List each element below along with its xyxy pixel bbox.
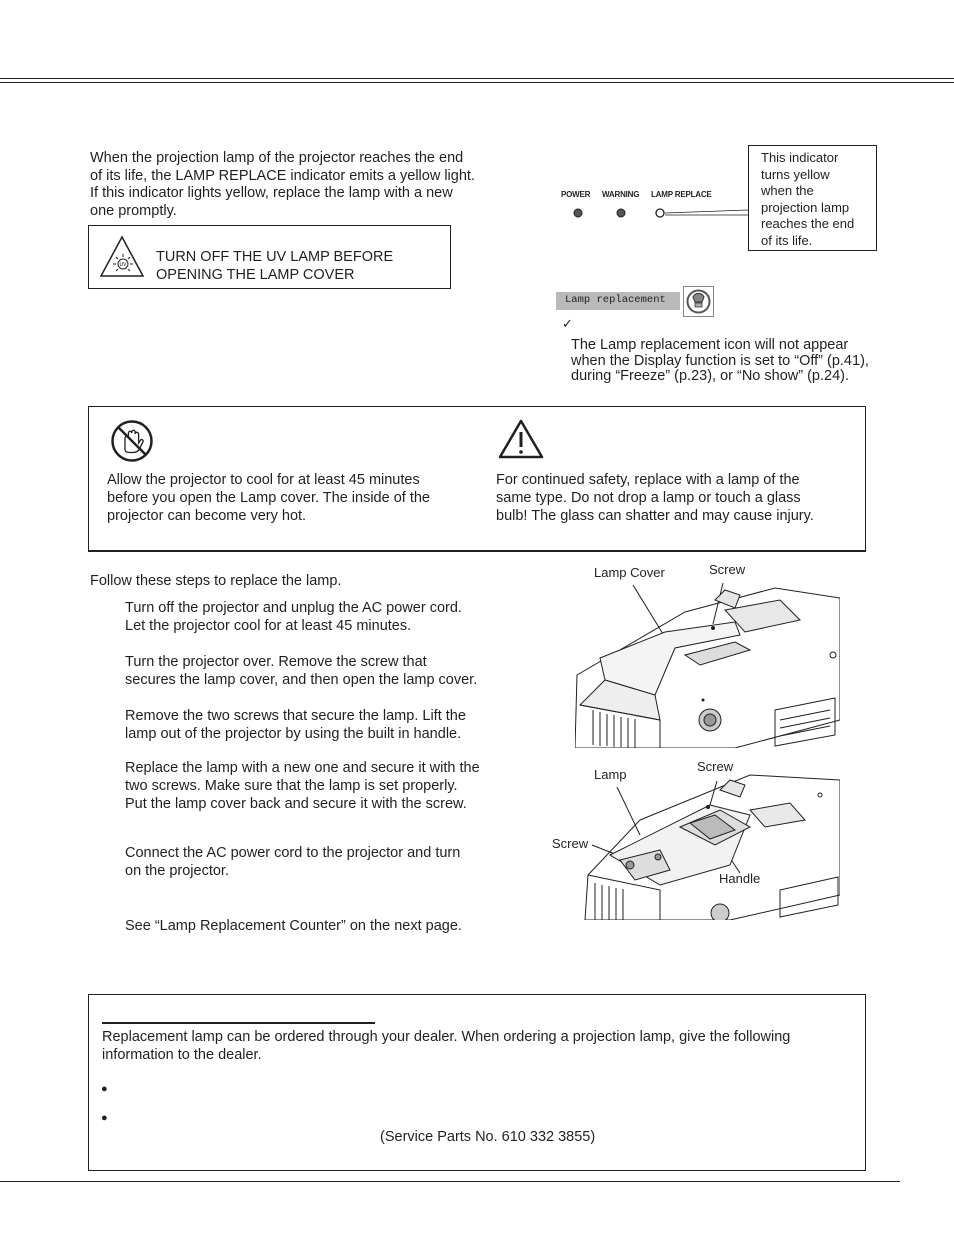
indicator-label-power: POWER bbox=[561, 190, 591, 199]
step-2: Turn the projector over. Remove the screw that secures the lamp cover, and then open the lamp cover. bbox=[125, 654, 478, 688]
do-not-touch-icon bbox=[110, 419, 154, 463]
ordering-title-rule bbox=[102, 1022, 375, 1024]
ordering-bullet-1: ● bbox=[101, 1083, 108, 1095]
caution-left-text: Allow the projector to cool for at least 45 minutes before you open the Lamp cover. The inside of the projector can become very hot. bbox=[107, 472, 430, 524]
uv-icon-label: UV bbox=[119, 262, 127, 268]
fig2-label-screw-left: Screw bbox=[552, 836, 589, 851]
lamp-replacement-bar bbox=[556, 292, 680, 310]
footer-rule bbox=[0, 1181, 900, 1182]
step-4: Replace the lamp with a new one and secure it with the two screws. Make sure that the lamp is set properly. Put the lamp cover back and secure it with the screw. bbox=[125, 760, 480, 812]
fig2-label-lamp: Lamp bbox=[594, 767, 627, 782]
header-rule-bottom bbox=[0, 82, 954, 83]
lamp-replace-led-icon bbox=[656, 209, 664, 217]
ordering-box bbox=[88, 994, 866, 1171]
service-parts-number: (Service Parts No. 610 332 3855) bbox=[380, 1129, 596, 1145]
warning-led-icon bbox=[617, 209, 625, 217]
step-6: See “Lamp Replacement Counter” on the next page. bbox=[125, 918, 462, 934]
step-5: Connect the AC power cord to the projector and turn on the projector. bbox=[125, 845, 461, 879]
indicator-callout bbox=[748, 145, 877, 251]
indicator-lights bbox=[560, 200, 760, 230]
uv-warning-icon bbox=[99, 234, 145, 280]
power-led-icon bbox=[574, 209, 582, 217]
indicator-callout-text: This indicator turns yellow when the projection lamp reaches the end of its life. bbox=[761, 150, 855, 248]
lamp-replacement-icon bbox=[683, 286, 714, 317]
lamp-cover-illustration bbox=[575, 580, 840, 748]
ordering-text: Replacement lamp can be ordered through your dealer. When ordering a projection lamp, give the following information to the dealer. bbox=[102, 1029, 791, 1063]
fig1-label-lamp-cover: Lamp Cover bbox=[594, 565, 665, 580]
header-rule-top bbox=[0, 78, 954, 79]
fig2-label-screw-top: Screw bbox=[697, 759, 734, 774]
uv-warning-text: TURN OFF THE UV LAMP BEFORE OPENING THE LAMP COVER bbox=[156, 249, 394, 283]
lamp-replacement-label: Lamp replacement bbox=[565, 294, 666, 306]
step-1: Turn off the projector and unplug the AC power cord. Let the projector cool for at least 45 minutes. bbox=[125, 600, 462, 634]
intro-text: When the projection lamp of the projector reaches the end of its life, the LAMP REPLACE indicator emits a yellow light. If this indicator lights yellow, replace the lamp with a new one promptly. bbox=[90, 150, 475, 219]
caution-triangle-icon bbox=[498, 419, 544, 459]
steps-intro: Follow these steps to replace the lamp. bbox=[90, 573, 342, 589]
uv-warning-box bbox=[88, 225, 451, 289]
step-3: Remove the two screws that secure the lamp. Lift the lamp out of the projector by using the built in handle. bbox=[125, 708, 466, 742]
caution-box bbox=[88, 406, 866, 552]
lamp-removal-illustration bbox=[580, 765, 840, 920]
lamp-icon-note: The Lamp replacement icon will not appear when the Display function is set to “Off” (p.41), during “Freeze” (p.23), or “No show” (p.24). bbox=[571, 337, 869, 384]
note-check-icon: ✓ bbox=[562, 316, 573, 331]
fig1-label-screw: Screw bbox=[709, 562, 746, 577]
fig2-label-handle: Handle bbox=[719, 871, 761, 886]
ordering-bullet-2: ● bbox=[101, 1112, 108, 1124]
indicator-label-warning: WARNING bbox=[602, 190, 640, 199]
indicator-label-lamp-replace: LAMP REPLACE bbox=[651, 190, 712, 199]
caution-right-text: For continued safety, replace with a lamp of the same type. Do not drop a lamp or touch a glass bulb! The glass can shatter and may cause injury. bbox=[496, 472, 814, 524]
